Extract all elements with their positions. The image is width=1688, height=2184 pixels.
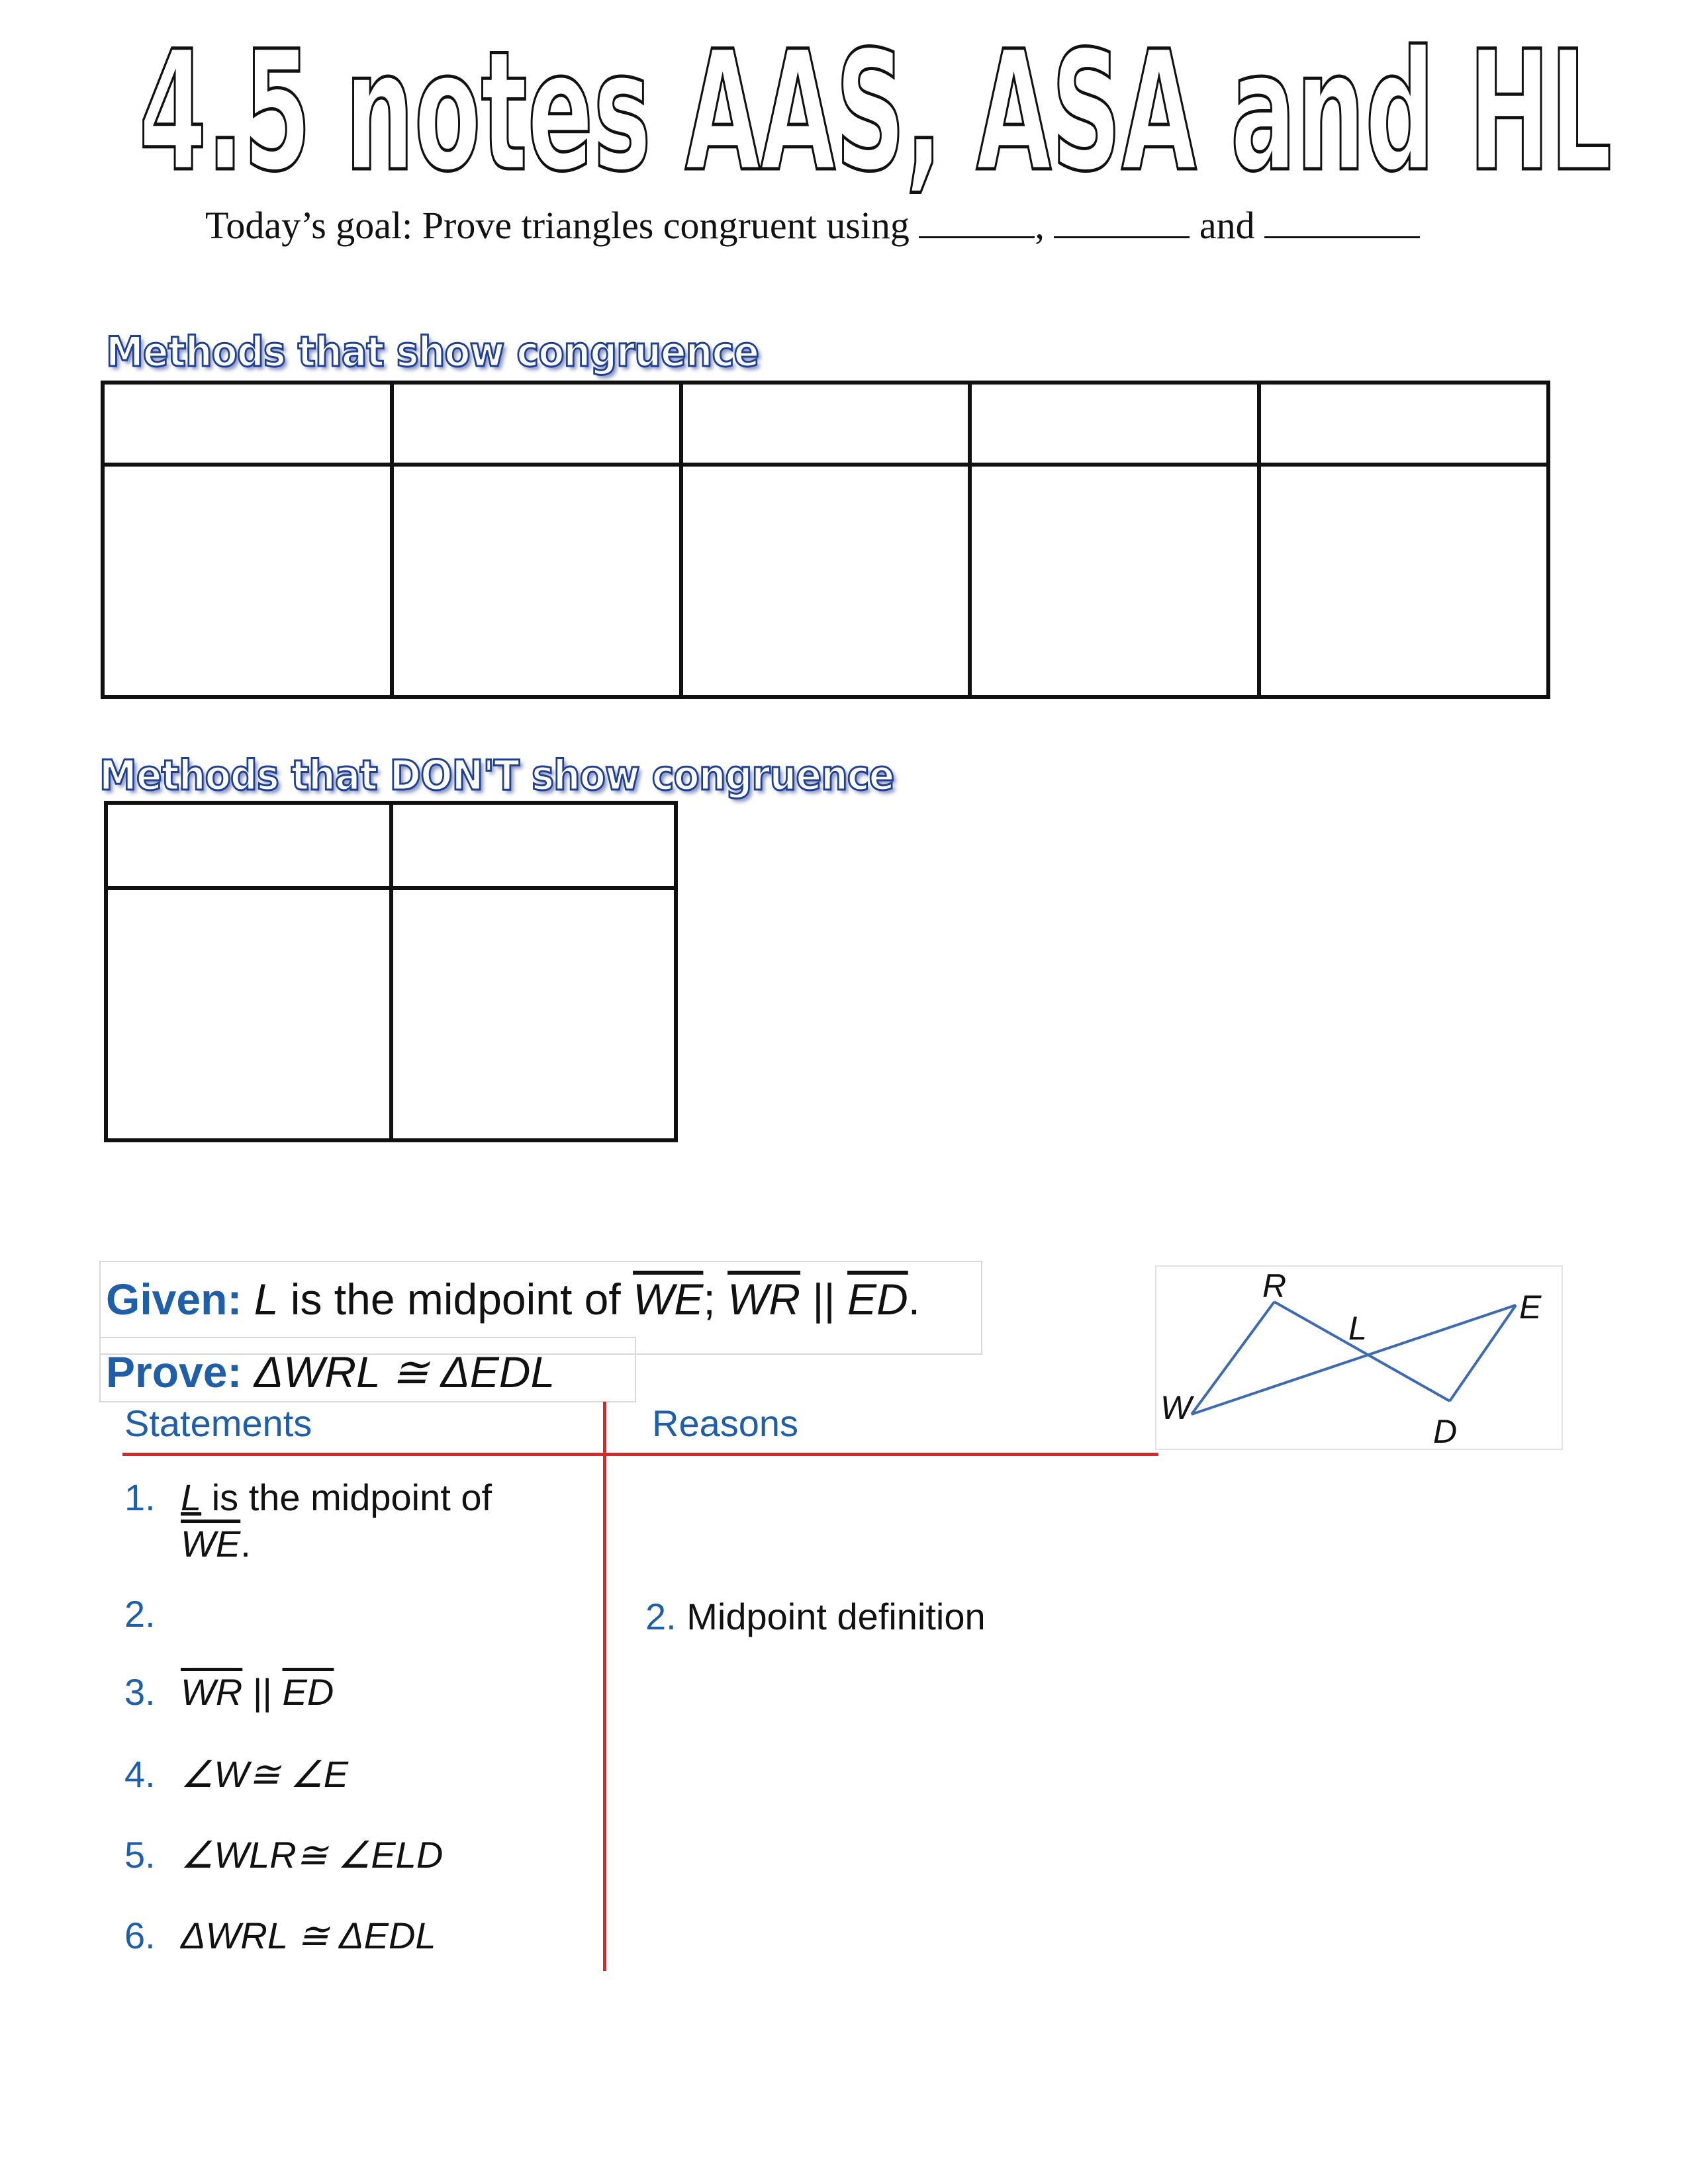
given-separator: ;	[703, 1275, 716, 1324]
statement-2[interactable]	[124, 1592, 181, 1635]
table-cell[interactable]	[970, 383, 1259, 465]
statement-6	[124, 1914, 436, 1958]
table-row	[103, 383, 1548, 465]
parallel-symbol: ||	[812, 1275, 835, 1324]
given-point: L	[254, 1275, 279, 1324]
goal-comma: ,	[1035, 204, 1045, 247]
prove-statement	[106, 1347, 555, 1398]
proof-vertical-rule	[603, 1402, 606, 1971]
statement-period: .	[240, 1523, 251, 1565]
statement-number: 1.	[124, 1477, 156, 1518]
prove-label: Prove:	[106, 1347, 242, 1396]
table-cell[interactable]	[970, 465, 1259, 697]
statement-3	[124, 1670, 334, 1713]
label-r: R	[1262, 1267, 1287, 1304]
goal-blank-1[interactable]	[919, 202, 1035, 238]
table-cell[interactable]	[392, 383, 681, 465]
page-title-text: 4.5 notes AAS, ASA and HL	[139, 26, 1612, 199]
goal-blank-3[interactable]	[1264, 202, 1420, 238]
given-period: .	[908, 1275, 921, 1324]
statements-header: Statements	[124, 1402, 312, 1444]
prove-text: ΔWRL ≅ ΔEDL	[254, 1347, 555, 1396]
table-cell[interactable]	[681, 383, 970, 465]
statement-number: 5.	[124, 1834, 156, 1876]
segment-ed: $\overline{ED}$	[847, 1275, 908, 1324]
goal-and: and	[1199, 204, 1255, 247]
statement-number: 6.	[124, 1915, 156, 1956]
table-cell[interactable]	[1259, 383, 1548, 465]
statement-point: L	[181, 1477, 202, 1518]
segment-we: $\overline{WE}$	[633, 1275, 704, 1324]
table-cell[interactable]	[681, 465, 970, 697]
label-d: D	[1433, 1413, 1458, 1447]
statement-text: is the midpoint of	[211, 1477, 492, 1518]
statement-text: ΔWRL ≅ ΔEDL	[181, 1915, 436, 1956]
methods-dont-table	[104, 801, 678, 1142]
statement-5	[124, 1833, 443, 1877]
statement-number: 3.	[124, 1671, 156, 1713]
reason-text: Midpoint definition	[686, 1596, 986, 1637]
segment-wr: $\overline{WR}$	[181, 1671, 243, 1713]
table-cell[interactable]	[103, 465, 392, 697]
table-cell[interactable]	[106, 803, 391, 888]
statement-1	[124, 1475, 492, 1567]
given-label: Given:	[106, 1275, 242, 1324]
table-cell[interactable]	[391, 803, 677, 888]
statement-number: 2.	[124, 1593, 156, 1635]
label-w: W	[1160, 1389, 1192, 1426]
methods-dont-heading: Methods that DON'T show congruence	[99, 751, 894, 799]
table-row	[106, 803, 676, 888]
segment-we: $\overline{WE}$	[181, 1523, 241, 1565]
statement-text: ∠WLR≅ ∠ELD	[181, 1834, 444, 1876]
methods-show-table	[101, 381, 1550, 699]
segment-wr-line	[1192, 1302, 1274, 1414]
table-cell[interactable]	[106, 888, 391, 1140]
reason-2	[645, 1595, 986, 1638]
segment-wr: $\overline{WR}$	[727, 1275, 801, 1324]
label-l: L	[1348, 1310, 1367, 1347]
statement-text: ∠W≅ ∠E	[181, 1753, 349, 1795]
segment-ed: $\overline{ED}$	[282, 1671, 334, 1713]
given-text: is the midpoint of	[290, 1275, 621, 1324]
table-cell[interactable]	[103, 383, 392, 465]
table-row	[103, 465, 1548, 697]
reason-number: 2.	[645, 1596, 677, 1637]
goal-prefix: Today’s goal: Prove triangles congruent using	[205, 204, 910, 247]
proof-horizontal-rule	[122, 1453, 1158, 1456]
goal-line	[205, 202, 1420, 248]
table-cell[interactable]	[1259, 465, 1548, 697]
given-statement	[106, 1274, 920, 1324]
reasons-header: Reasons	[652, 1402, 799, 1444]
table-cell[interactable]	[392, 465, 681, 697]
segment-ed-line	[1450, 1305, 1516, 1401]
parallel-symbol: ||	[252, 1671, 272, 1713]
page-title	[139, 26, 1622, 199]
label-e: E	[1519, 1289, 1542, 1326]
statement-4	[124, 1752, 348, 1796]
goal-blank-2[interactable]	[1054, 202, 1190, 238]
methods-show-heading: Methods that show congruence	[106, 328, 759, 376]
statement-number: 4.	[124, 1753, 156, 1795]
table-cell[interactable]	[391, 888, 677, 1140]
triangle-figure	[1155, 1265, 1560, 1447]
table-row	[106, 888, 676, 1140]
